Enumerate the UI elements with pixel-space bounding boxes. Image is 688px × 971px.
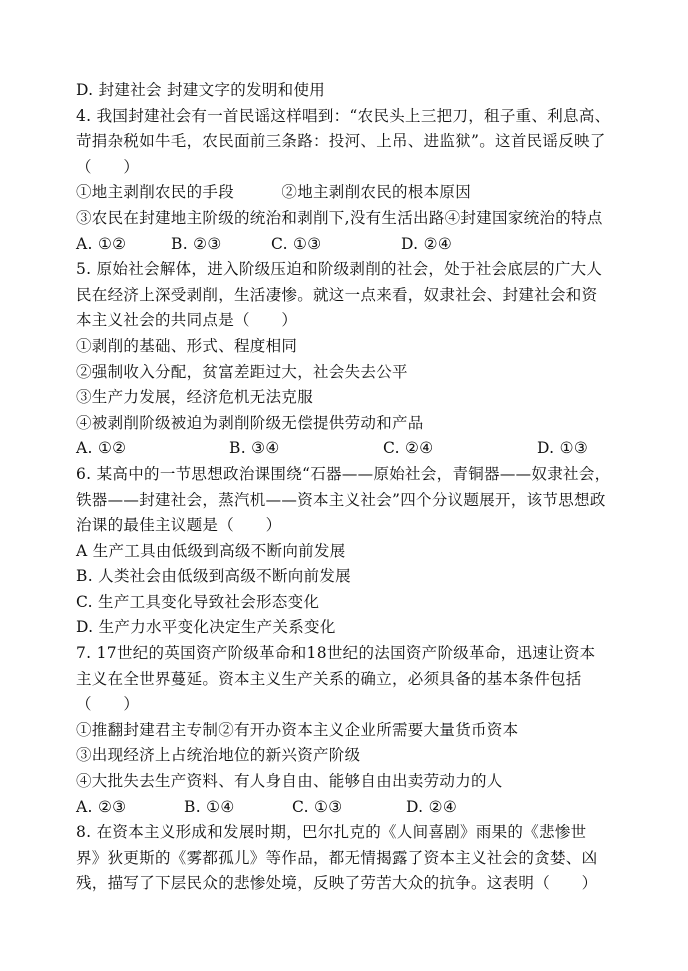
q6-stem-line: 6. 某高中的一节思想政治课围绕“石器——原始社会，青铜器——奴隶社会，	[76, 464, 611, 483]
question-8	[76, 820, 636, 897]
q4-option-b: B. ②③	[171, 234, 222, 253]
q8-stem-line: 界》狄更斯的《雾都孤儿》等作品，都无情揭露了资本主义社会的贪婪、凶	[76, 848, 598, 867]
q5-statement: ④被剥削阶级被迫为剥削阶级无偿提供劳动和产品	[76, 413, 424, 432]
q5-statement: ②强制收入分配，贫富差距过大，社会失去公平	[76, 362, 408, 381]
q7-options	[76, 795, 636, 821]
q5-stem-line: 5. 原始社会解体，进入阶级压迫和阶级剥削的社会，处于社会底层的广大人	[76, 260, 603, 279]
q4-stem-line: 苛捐杂税如牛毛，农民面前三条路：投河、上吊、进监狱”。这首民谣反映了	[76, 132, 606, 151]
q5-stem-line: 本主义社会的共同点是（ ）	[76, 311, 298, 330]
q5-option-a: A. ①②	[76, 439, 127, 458]
question-6	[76, 462, 636, 641]
question-4	[76, 104, 636, 258]
q4-stem-line: 4. 我国封建社会有一首民谣这样唱到：“农民头上三把刀，租子重、利息高、	[76, 106, 611, 125]
q4-option-c: C. ①③	[271, 234, 322, 253]
q6-option-b: B. 人类社会由低级到高级不断向前发展	[76, 567, 351, 586]
q4-options	[76, 232, 636, 258]
q5-option-c: C. ②④	[383, 439, 434, 458]
q4-option-d: D. ②④	[401, 234, 453, 253]
q5-statement: ①剥削的基础、形式、程度相同	[76, 336, 298, 355]
exam-page	[76, 78, 636, 897]
q7-stem-line: 7. 17世纪的英国资产阶级革命和18世纪的法国资产阶级革命，迅速让资本	[76, 644, 596, 663]
q7-answer-blank: （ ）	[76, 695, 140, 714]
q6-stem-line: 铁器——封建社会，蒸汽机——资本主义社会”四个分议题展开，该节思想政	[76, 490, 606, 509]
q7-stem-line: 主义在全世界蔓延。资本主义生产关系的确立，必须具备的基本条件包括	[76, 669, 582, 688]
q4-answer-blank: （ ）	[76, 157, 140, 176]
q8-stem-line: 残，描写了下层民众的悲惨处境，反映了劳苦大众的抗争。这表明（ ）	[76, 874, 598, 893]
q5-stem-line: 民在经济上深受剥削，生活凄惨。就这一点来看，奴隶社会、封建社会和资	[76, 285, 598, 304]
q4-statement: ③农民在封建地主阶级的统治和剥削下,没有生活出路④封建国家统治的特点	[76, 208, 603, 227]
question-5	[76, 257, 636, 462]
q7-option-b: B. ①④	[184, 797, 235, 816]
q6-option-c: C. 生产工具变化导致社会形态变化	[76, 592, 320, 611]
q7-statement: ③出现经济上占统治地位的新兴资产阶级	[76, 746, 361, 765]
q5-option-d: D. ①③	[537, 439, 589, 458]
q7-option-d: D. ②④	[406, 797, 458, 816]
q6-option-a: A 生产工具由低级到高级不断向前发展	[76, 541, 346, 560]
q4-option-a: A. ①②	[76, 234, 127, 253]
q6-stem-line: 治课的最佳主议题是（ ）	[76, 516, 282, 535]
q8-stem-line: 8. 在资本主义形成和发展时期，巴尔扎克的《人间喜剧》雨果的《悲惨世	[76, 823, 587, 842]
q3-option-d: D. 封建社会 封建文字的发明和使用	[76, 81, 326, 99]
q7-statement: ④大批失去生产资料、有人身自由、能够自由出卖劳动力的人	[76, 772, 503, 791]
q6-option-d: D. 生产力水平变化决定生产关系变化	[76, 618, 336, 637]
q7-option-c: C. ①③	[292, 797, 343, 816]
question-7	[76, 641, 636, 820]
q5-options	[76, 436, 636, 462]
q7-option-a: A. ②③	[76, 797, 127, 816]
q5-statement: ③生产力发展，经济危机无法克服	[76, 388, 314, 407]
q7-statement: ①推翻封建君主专制②有开办资本主义企业所需要大量货币资本	[76, 720, 519, 739]
q4-statement: ①地主剥削农民的手段 ②地主剥削农民的根本原因	[76, 183, 472, 202]
q5-option-b: B. ③④	[229, 439, 280, 458]
